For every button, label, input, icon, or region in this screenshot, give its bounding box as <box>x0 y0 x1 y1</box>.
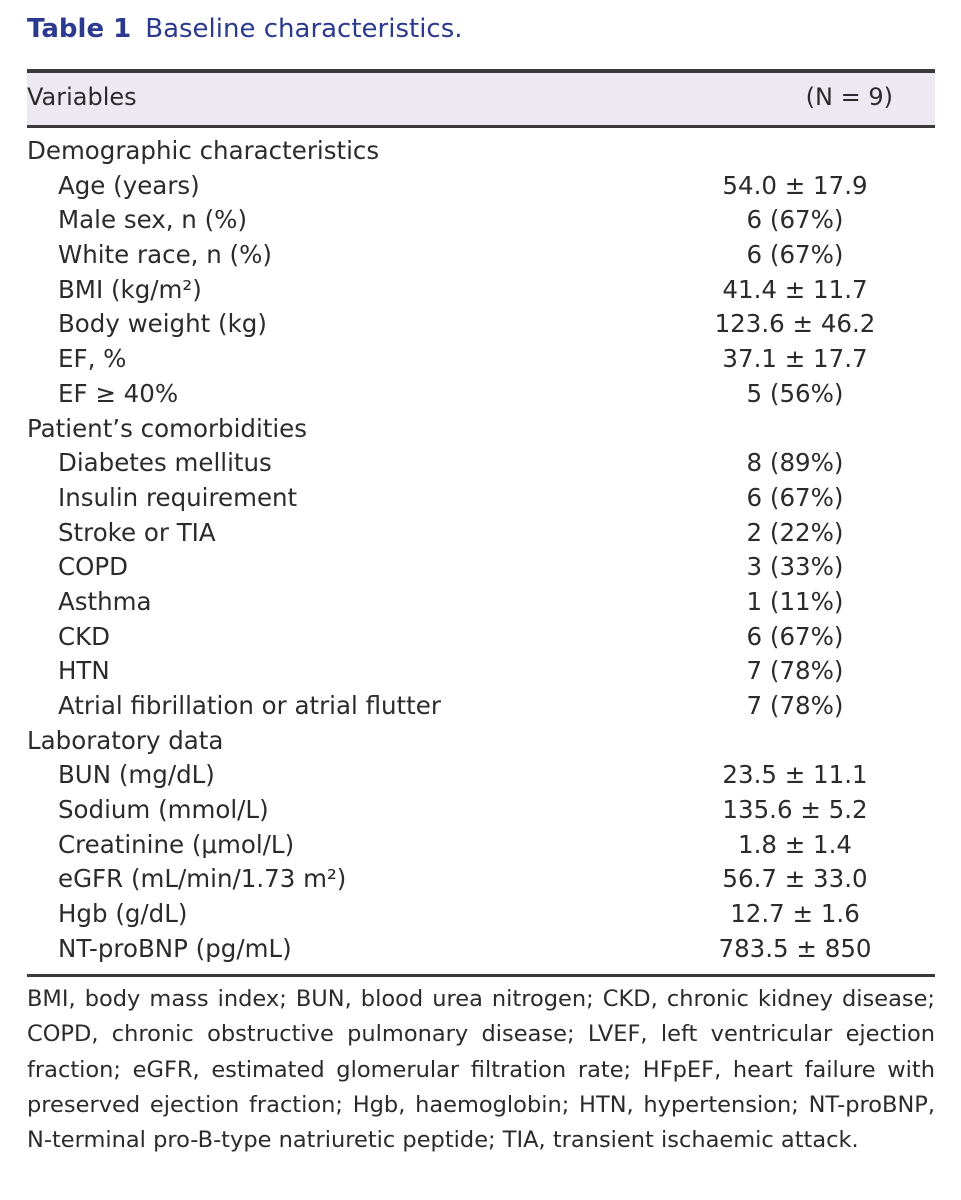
header-n: (N = 9) <box>805 83 893 111</box>
row-value: 54.0 ± 17.9 <box>722 170 868 200</box>
row-value: 6 (67%) <box>746 240 844 270</box>
row-label: NT-proBNP (pg/mL) <box>58 933 292 963</box>
table-row <box>27 446 935 481</box>
table-label: Table 1 <box>27 14 132 44</box>
row-label: White race, n (%) <box>58 240 272 270</box>
row-value: 41.4 ± 11.7 <box>722 274 868 304</box>
table-row <box>27 169 935 204</box>
row-value: 6 (67%) <box>746 482 844 512</box>
row-label: Male sex, n (%) <box>58 205 248 235</box>
row-value: 3 (33%) <box>746 552 844 582</box>
row-label: Stroke or TIA <box>58 517 216 547</box>
row-label: COPD <box>58 552 129 582</box>
section-label: Demographic characteristics <box>27 136 380 165</box>
row-value: 5 (56%) <box>746 378 844 408</box>
row-label: Asthma <box>58 586 152 616</box>
table-row <box>27 377 935 412</box>
row-label: HTN <box>58 656 110 686</box>
table-row <box>27 828 935 863</box>
row-value: 1.8 ± 1.4 <box>737 829 853 859</box>
row-value: 135.6 ± 5.2 <box>722 795 868 825</box>
table-row <box>27 516 935 551</box>
table-row <box>27 585 935 620</box>
table-row <box>27 273 935 308</box>
header-rule <box>27 125 935 128</box>
row-value: 123.6 ± 46.2 <box>714 309 876 339</box>
row-label: Sodium (mmol/L) <box>58 795 269 825</box>
row-label: Diabetes mellitus <box>58 448 272 478</box>
bottom-rule <box>27 974 935 977</box>
table-row <box>27 620 935 655</box>
table-footnote: BMI, body mass index; BUN, blood urea nitrogen; CKD, chronic kidney disease; COPD, chronic obstructive pulmonary disease; LVEF, left ventricular ejection fraction; eGFR, estimated glomerular filtration rate; HFpEF, heart failure with preserved ejection fraction; Hgb, haemoglobin; HTN, hypertension; NT-proBNP, N-terminal pro-B-type natriuretic peptide; TIA, transient ischaemic attack. <box>27 986 935 1154</box>
row-value: 56.7 ± 33.0 <box>722 864 868 894</box>
section-row <box>27 724 935 759</box>
section-label: Patient’s comorbidities <box>27 413 308 443</box>
table-row <box>27 862 935 897</box>
row-value: 7 (78%) <box>746 656 844 686</box>
row-value: 6 (67%) <box>746 621 844 651</box>
table-caption <box>27 14 463 44</box>
section-row <box>27 412 935 447</box>
table-row <box>27 932 935 967</box>
row-label: Age (years) <box>58 170 200 200</box>
section-label: Laboratory data <box>27 725 224 755</box>
row-label: Insulin requirement <box>58 482 298 512</box>
row-label: Body weight (kg) <box>58 309 267 339</box>
table-row <box>27 238 935 273</box>
table-row <box>27 342 935 377</box>
table-row <box>27 550 935 585</box>
table-row <box>27 481 935 516</box>
row-label: EF, % <box>58 344 127 374</box>
table-row <box>27 897 935 932</box>
header-variables: Variables <box>27 83 137 111</box>
table-header <box>27 73 935 125</box>
table-title: Baseline characteristics. <box>145 14 463 44</box>
row-value: 7 (78%) <box>746 691 844 720</box>
row-label: eGFR (mL/min/1.73 m²) <box>58 864 347 894</box>
row-label: Atrial fibrillation or atrial flutter <box>58 691 441 720</box>
table-row <box>27 203 935 238</box>
row-value: 37.1 ± 17.7 <box>722 344 868 374</box>
row-value: 6 (67%) <box>746 205 844 235</box>
row-value: 2 (22%) <box>746 517 844 547</box>
row-value: 1 (11%) <box>746 586 844 616</box>
section-row <box>27 134 935 169</box>
row-label: CKD <box>58 621 111 651</box>
table-row <box>27 758 935 793</box>
table-row <box>27 307 935 342</box>
row-value: 23.5 ± 11.1 <box>722 760 868 790</box>
row-label: EF ≥ 40% <box>58 378 179 408</box>
row-value: 12.7 ± 1.6 <box>730 899 860 929</box>
table-row <box>27 793 935 828</box>
table-body <box>27 134 935 967</box>
table-row <box>27 689 935 724</box>
row-label: Hgb (g/dL) <box>58 899 188 929</box>
row-value: 8 (89%) <box>746 448 844 478</box>
row-label: BMI (kg/m²) <box>58 274 202 304</box>
row-value: 783.5 ± 850 <box>718 933 872 963</box>
table-row <box>27 654 935 689</box>
row-label: BUN (mg/dL) <box>58 760 215 790</box>
row-label: Creatinine (μmol/L) <box>58 829 295 859</box>
